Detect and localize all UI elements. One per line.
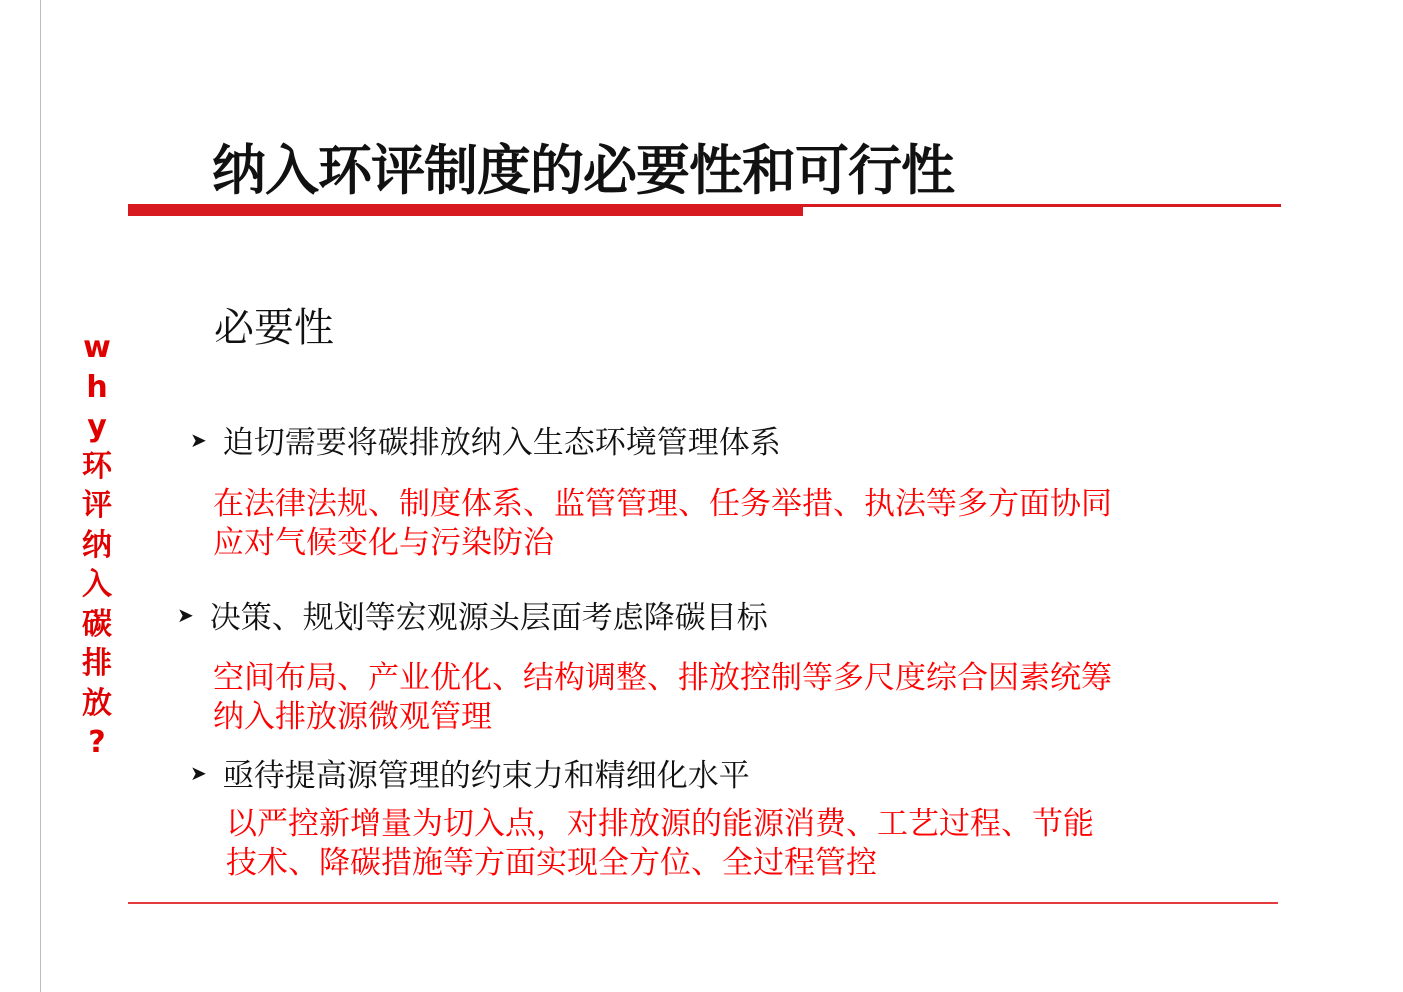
bullet-detail-line: 应对气候变化与污染防治 (213, 525, 554, 561)
slide-title: 纳入环评制度的必要性和可行性 (212, 139, 954, 202)
section-heading: 必要性 (214, 305, 334, 351)
bullet-item (190, 417, 781, 462)
side-label-char: 纳 (82, 527, 112, 563)
side-label-char: 碳 (82, 606, 112, 642)
bullet-text: 决策、规划等宏观源头层面考虑降碳目标 (209, 600, 768, 636)
side-label-char: w (83, 330, 111, 365)
bullet-text: 亟待提高源管理的约束力和精细化水平 (222, 758, 750, 794)
bottom-divider (128, 902, 1278, 904)
side-label-char: 环 (82, 448, 112, 484)
side-label-char: 入 (82, 567, 112, 602)
arrow-right-bullet-icon: ➤ (190, 427, 207, 452)
bullet-detail-line: 纳入排放源微观管理 (213, 699, 492, 735)
side-label-char: h (86, 369, 108, 405)
side-label-char: 评 (82, 488, 112, 523)
arrow-right-bullet-icon: ➤ (177, 602, 194, 627)
bullet-detail-line: 在法律法规、制度体系、监管管理、任务举措、执法等多方面协同 (213, 486, 1112, 522)
title-underline-thick (128, 204, 803, 216)
bullet-item (177, 592, 768, 637)
side-label-char: ? (88, 725, 106, 760)
side-label-char: y (87, 409, 107, 444)
left-margin-rule (40, 0, 41, 992)
bullet-detail (213, 485, 1112, 563)
bullet-detail-line: 空间布局、产业优化、结构调整、排放控制等多尺度综合因素统筹 (213, 660, 1112, 696)
bullet-text: 迫切需要将碳排放纳入生态环境管理体系 (222, 425, 781, 461)
bullet-item (190, 750, 750, 795)
bullet-detail-line: 技术、降碳措施等方面实现全方位、全过程管控 (226, 845, 877, 881)
bullet-detail-line: 以严控新增量为切入点，对排放源的能源消费、工艺过程、节能 (226, 806, 1094, 842)
side-label-char: 排 (82, 646, 112, 681)
bullet-detail (213, 659, 1112, 737)
side-vertical-label (74, 328, 120, 763)
arrow-right-bullet-icon: ➤ (190, 760, 207, 785)
title-underline-thin (803, 204, 1281, 207)
side-label-char: 放 (82, 685, 112, 721)
bullet-detail (226, 805, 1094, 883)
